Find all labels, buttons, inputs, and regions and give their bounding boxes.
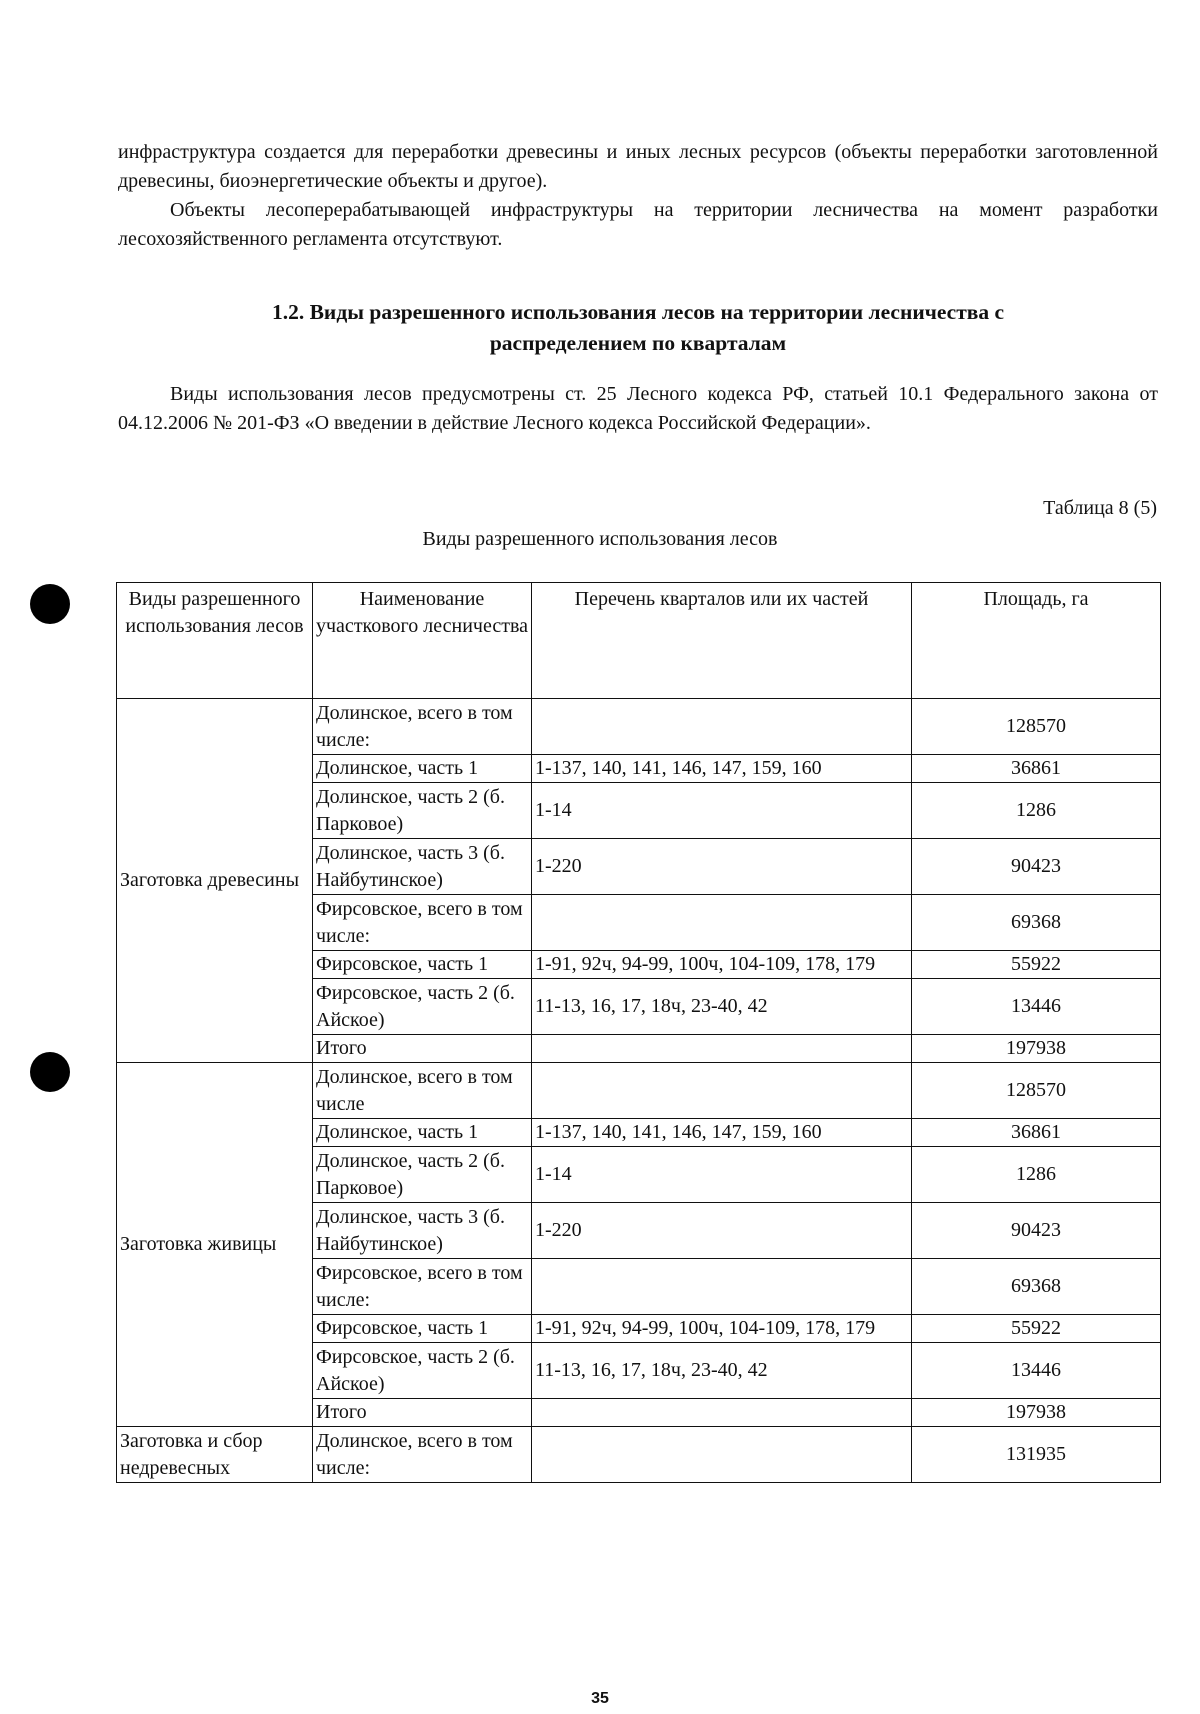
binder-hole-mark	[30, 584, 70, 624]
binder-hole-mark	[30, 1052, 70, 1092]
cell-area: 90423	[912, 1203, 1161, 1259]
cell-forestry: Долинское, всего в том числе:	[313, 699, 532, 755]
cell-forestry: Фирсовское, часть 2 (б. Айское)	[313, 1343, 532, 1399]
cell-forestry: Долинское, часть 2 (б. Парковое)	[313, 783, 532, 839]
cell-area: 69368	[912, 895, 1161, 951]
cell-area: 13446	[912, 1343, 1161, 1399]
cell-area: 55922	[912, 951, 1161, 979]
header-forestry: Наименование участкового лесничества	[313, 583, 532, 699]
table-header-row	[117, 583, 1161, 699]
cell-quarters: 1-220	[532, 1203, 912, 1259]
cell-quarters	[532, 1399, 912, 1427]
cell-use-kind: Заготовка живицы	[117, 1063, 313, 1427]
cell-forestry: Фирсовское, часть 1	[313, 951, 532, 979]
table-row	[117, 1427, 1161, 1483]
section-heading-line-1: 1.2. Виды разрешенного использования лесов на территории лесничества с	[271, 300, 1005, 324]
cell-area: 128570	[912, 699, 1161, 755]
cell-forestry: Фирсовское, всего в том числе:	[313, 1259, 532, 1315]
page-number: 35	[591, 1690, 609, 1707]
header-quarters: Перечень кварталов или их частей	[532, 583, 912, 699]
section-paragraph: Виды использования лесов предусмотрены ст. 25 Лесного кодекса РФ, статьей 10.1 Федерального закона от 04.12.2006 № 201-ФЗ «О введении в действие Лесного кодекса Российской Федерации».	[118, 383, 1158, 434]
cell-quarters	[532, 1063, 912, 1119]
cell-quarters: 1-220	[532, 839, 912, 895]
cell-forestry: Фирсовское, часть 1	[313, 1315, 532, 1343]
cell-area: 1286	[912, 783, 1161, 839]
cell-quarters: 1-91, 92ч, 94-99, 100ч, 104-109, 178, 179	[532, 1315, 912, 1343]
cell-area: 13446	[912, 979, 1161, 1035]
cell-quarters: 11-13, 16, 17, 18ч, 23-40, 42	[532, 979, 912, 1035]
cell-area: 131935	[912, 1427, 1161, 1483]
cell-forestry: Итого	[313, 1035, 532, 1063]
cell-quarters: 1-91, 92ч, 94-99, 100ч, 104-109, 178, 179	[532, 951, 912, 979]
section-heading	[118, 297, 1158, 359]
header-kind: Виды разрешенного использования лесов	[117, 583, 313, 699]
forest-use-table	[116, 582, 1161, 1483]
cell-quarters: 1-14	[532, 783, 912, 839]
cell-area: 128570	[912, 1063, 1161, 1119]
table-number: Таблица 8 (5)	[1043, 497, 1157, 519]
cell-forestry: Фирсовское, часть 2 (б. Айское)	[313, 979, 532, 1035]
cell-quarters	[532, 895, 912, 951]
cell-forestry: Долинское, всего в том числе:	[313, 1427, 532, 1483]
cell-area: 69368	[912, 1259, 1161, 1315]
cell-area: 197938	[912, 1035, 1161, 1063]
cell-quarters	[532, 699, 912, 755]
cell-use-kind: Заготовка древесины	[117, 699, 313, 1063]
cell-quarters: 1-14	[532, 1147, 912, 1203]
cell-forestry: Долинское, часть 3 (б. Найбутинское)	[313, 839, 532, 895]
cell-area: 55922	[912, 1315, 1161, 1343]
intro-paragraph-2: Объекты лесоперерабатывающей инфраструктуры на территории лесничества на момент разработки лесохозяйственного регламента отсутствуют.	[118, 199, 1158, 250]
intro-paragraph-1: инфраструктура создается для переработки древесины и иных лесных ресурсов (объекты переработки заготовленной древесины, биоэнергетические объекты и другое).	[118, 141, 1158, 192]
table-body	[117, 699, 1161, 1483]
cell-forestry: Долинское, часть 3 (б. Найбутинское)	[313, 1203, 532, 1259]
cell-quarters: 1-137, 140, 141, 146, 147, 159, 160	[532, 1119, 912, 1147]
cell-quarters	[532, 1035, 912, 1063]
cell-forestry: Долинское, часть 1	[313, 1119, 532, 1147]
cell-area: 197938	[912, 1399, 1161, 1427]
cell-area: 90423	[912, 839, 1161, 895]
cell-area: 36861	[912, 1119, 1161, 1147]
cell-forestry: Долинское, всего в том числе	[313, 1063, 532, 1119]
cell-quarters: 1-137, 140, 141, 146, 147, 159, 160	[532, 755, 912, 783]
cell-forestry: Итого	[313, 1399, 532, 1427]
cell-forestry: Долинское, часть 1	[313, 755, 532, 783]
cell-quarters	[532, 1259, 912, 1315]
cell-quarters	[532, 1427, 912, 1483]
cell-area: 36861	[912, 755, 1161, 783]
section-heading-line-2: распределением по кварталам	[489, 331, 787, 355]
cell-area: 1286	[912, 1147, 1161, 1203]
cell-forestry: Фирсовское, всего в том числе:	[313, 895, 532, 951]
table-title: Виды разрешенного использования лесов	[422, 528, 778, 550]
table-row	[117, 1063, 1161, 1119]
cell-forestry: Долинское, часть 2 (б. Парковое)	[313, 1147, 532, 1203]
cell-use-kind: Заготовка и сбор недревесных	[117, 1427, 313, 1483]
header-area: Площадь, га	[912, 583, 1161, 699]
table-row	[117, 699, 1161, 755]
cell-quarters: 11-13, 16, 17, 18ч, 23-40, 42	[532, 1343, 912, 1399]
